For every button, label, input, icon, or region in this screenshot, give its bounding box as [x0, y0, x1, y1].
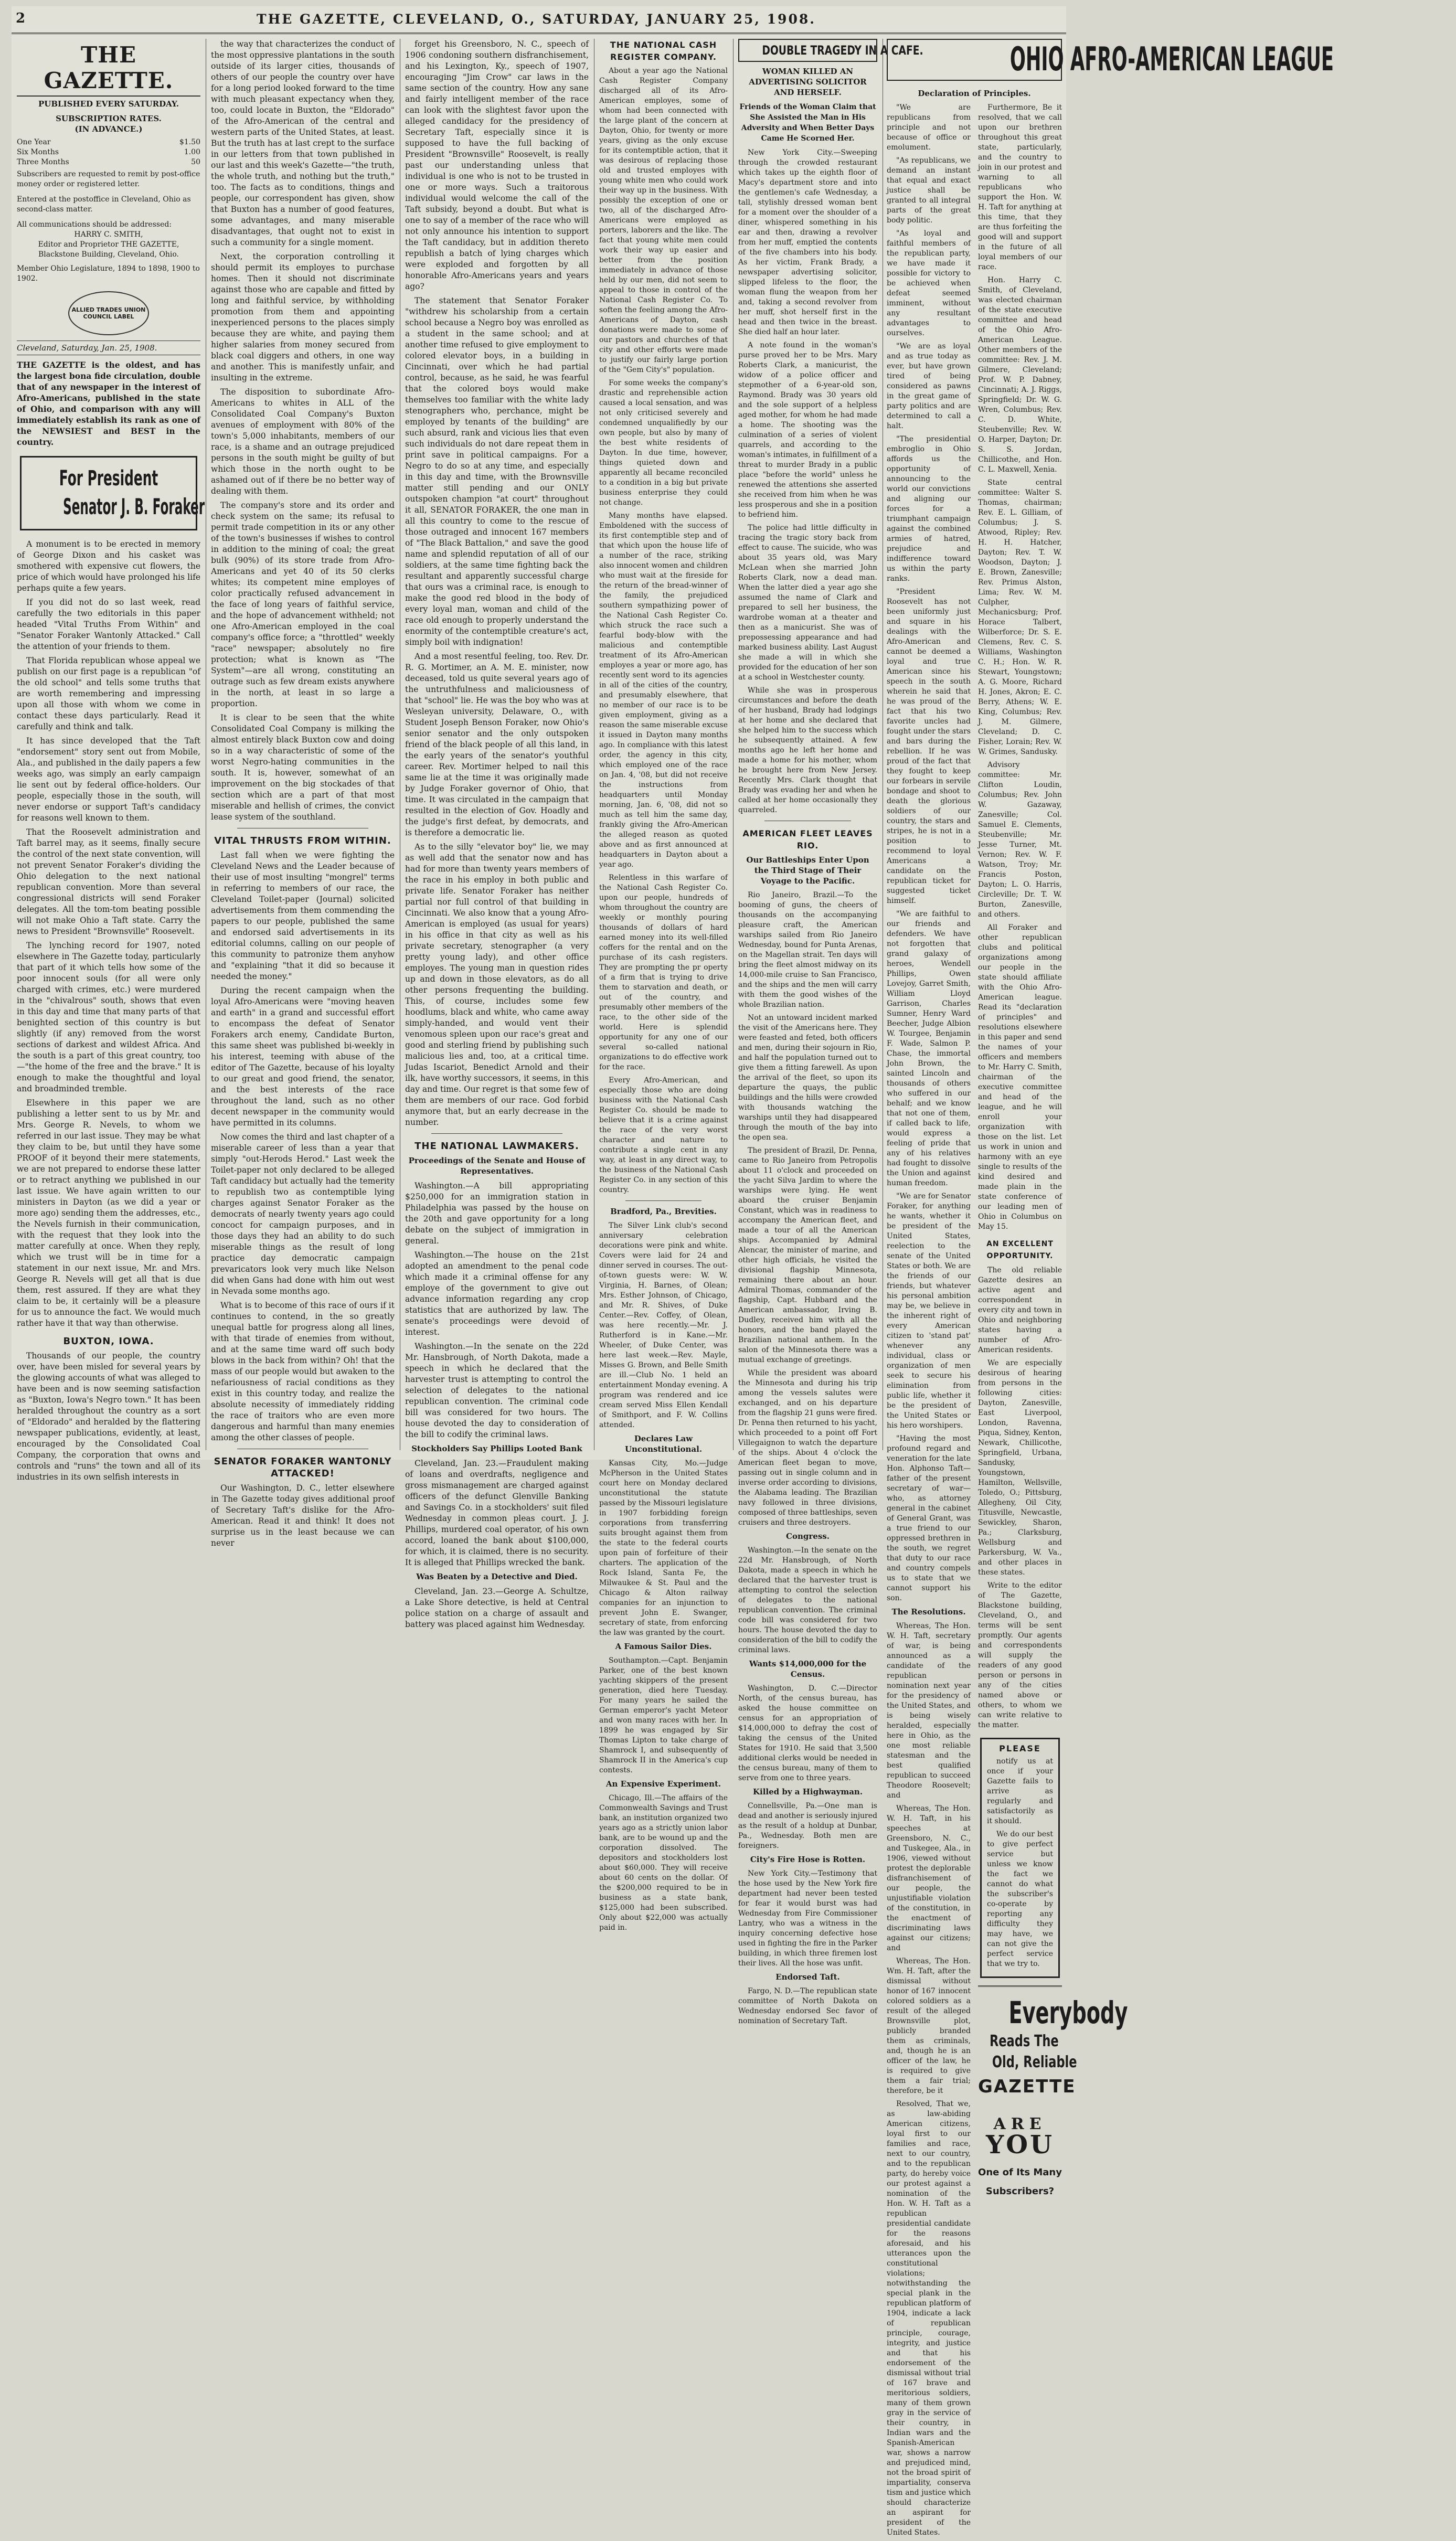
taft-heading: Endorsed Taft. — [775, 1972, 840, 1982]
column-2 — [206, 39, 400, 1548]
col6-paragraphs — [887, 103, 1128, 2541]
rate-price: 50 — [191, 158, 200, 166]
paragraph: That the Roosevelt administration and Taft barrel may, as it seems, finally secure the control of the next state convention, will not prevent Senator Foraker's dividing the Ohio delegation to the next national republican convention. More than several congressional districts will send Foraker delegates. All the tom-tom beating possible will not make Ohio a Taft state. Carry the news to President "Brownsville" Roosevelt. — [17, 827, 200, 936]
taft-text: Fargo, N. D.—The republican state committee of North Dakota on Wednesday endorsed Sec favor of nomination of Secretary Taft. — [738, 1987, 877, 2025]
paragraph: Whereas, The Hon. W. H. Taft, secretary of war, is being announced as a candidate of the republican nomination next year for the presidency of the United States, and is being wisely heralded, especially here in Ohio, as the one most reliable statesman and the best qualified republican to succeed Theodore Roosevelt; and — [887, 1622, 971, 1800]
please-box — [980, 1738, 1060, 1978]
paragraph: forget his Greensboro, N. C., speech of 1906 condoning southern disfranchisement, and his Lexington, Ky., speech of 1907, encouraging "Jim Crow" car laws in the same section of the country. How any sane and fairly intelligent member of the race can look with the slightest favor upon the alleged candidacy for the presidency of Secretary Taft, especially since it is supposed to have the full backing of President "Brownsville" Roosevelt, is really past our understanding unless that individual is one who is not to be trusted in one or more ways. Such a traitorous individual would welcome the call of the Taft subsidy, beyond a doubt. But what is one to say of a member of the race who will not only announce his intention to support the Taft candidacy, but in addition thereto republish a batch of lying charges which were exploded and forgotten by all honorable Afro-Americans years and years ago? — [405, 39, 589, 291]
beaten-text: Cleveland, Jan. 23.—George A. Schultze, a Lake Shore detective, is held at Central police station on a charge of assault and battery was placed against him Wednesday. — [405, 1587, 589, 1629]
paragraph: "We are republicans from principle and not because of office or emolument. — [887, 103, 971, 152]
league-heading — [887, 39, 1334, 81]
masthead-title: THE GAZETTE, CLEVELAND, O., SATURDAY, JANUARY 25, 1908. — [257, 12, 816, 27]
paragraph: "We are for Senator Foraker, for anything he wants, whether it be president of the United States, reelection to the senate of the United States or both. We are the friends of our friends, but whatever his personal ambition may be, we believe in the inherent right of every American citizen to 'stand pat' whenever any individual, class or organization of men seek to secure his elimination from public life, whether it be the president of the United States or his hero worshipers. — [887, 1192, 971, 1430]
senator-heading: SENATOR FORAKER WANTONLY ATTACKED! — [214, 1456, 392, 1479]
entered-note: Entered at the postoffice in Cleveland, Ohio as second-class matter. — [17, 195, 191, 214]
president-box — [20, 456, 205, 530]
vital-paragraphs — [211, 850, 395, 1443]
ncr-heading: THE NATIONAL CASH REGISTER COMPANY. — [610, 40, 717, 62]
legislature: Member Ohio Legislature, 1894 to 1898, 1900 to 1902. — [17, 264, 200, 283]
declares-heading: Declares Law Unconstitutional. — [624, 1434, 703, 1454]
rate-row — [17, 137, 200, 147]
comm-note: All communications should be addressed: — [17, 220, 172, 229]
published-line: PUBLISHED EVERY SATURDAY. — [38, 99, 179, 109]
paragraph: "We are faithful to our friends and defenders. We have not forgotten that grand galaxy of heroes, Wendell Phillips, Owen Lovejoy, Garret Smith, William Lloyd Garrison, Charles Sumner, Henry Ward Beecher, Judge Albion W. Tourgee, Benjamin F. Wade, Salmon P. Chase, the immortal John Brown, the sainted Lincoln and thousands of others who suffered in our behalf; and we know that not one of them, if called back to life, would express a feeling of pride that any of his relatives had fought to dissolve the Union and against human freedom. — [887, 910, 971, 1187]
congress-heading: Congress. — [786, 1532, 830, 1541]
paragraph: State central committee: Walter S. Thomas, chairman; Rev. E. L. Gilliam, of Columbus; J. S. Atwood, Ripley; Rev. H. H. Hatcher, Dayton; Rev. T. W. Woodson, Dayton; J. E. Brown, Zanesville; Rev. Primus Alston, Lima; Rev. W. M. Culpher, Mechanicsburg; Prof. Horace Talbert, Wilberforce; Dr. S. E. Clemens, Rev. C. S. Williams, Washington C. H.; Hon. W. R. Stewart, Youngstown; A. G. Moore, Richard H. Jones, Akron; E. C. Berry, Athens; W. E. King, Columbus; Rev. J. M. Gilmere, Cleveland; D. C. Fisher, Lorain; Rev. W. W. Grimes, Sandusky. — [978, 479, 1062, 756]
paragraph: Write to the editor of The Gazette, Blackstone building, Cleveland, O., and terms will be sent promptly. Our agents and correspondents will supply the readers of any good person or persons in any of the cities named above or others, to whom we can write relative to the matter. — [978, 1581, 1062, 1729]
union-label-text: ALLIED TRADES UNION COUNCIL LABEL — [71, 306, 146, 320]
paragraph: "President Roosevelt has not been uniformly just and square in his dealings with the Afro-American and cannot be deemed a loyal and true American since his speech in the south wherein he said that he was proud of the fact that his two favorite uncles had fought under the stars and bars during the rebellion. If he was proud of the fact that they fought to keep our forbears in servile bondage and shoot to death the glorious soldiers of our country, the stars and stripes, he is not in a position to recommend to loyal Americans a candidate on the republican ticket for suggested ticket himself. — [887, 588, 971, 905]
tragedy-heading-text: DOUBLE TRAGEDY IN A CAFE. — [762, 43, 923, 58]
paragraph: A note found in the woman's purse proved her to be Mrs. Mary Roberts Clark, a manicurist, the widow of a police officer and stepmother of a 6-year-old son, Raymond. Brady was 30 years old and the sole support of a helpless aged mother, for whom he had made a home. The shooting was the culmination of a series of violent quarrels, and according to the woman's intimates, in fulfillment of a threat to murder Brady in a public place "before the world" unless he renewed the attentions she asserted she received from him when he was less prosperous and she in a position to befriend him. — [738, 341, 877, 519]
experiment-heading: An Expensive Experiment. — [605, 1779, 721, 1789]
ad-old-reliable: Old, Reliable — [992, 2053, 1077, 2071]
paragraph: Last fall when we were fighting the Cleveland News and the Leader because of their use of most insulting "mongrel" terms in referring to members of our race, the Cleveland Toilet-paper (Journal) solicited advertisements from them commending the papers to our people, published the same and endorsed said advertisements in its editorial columns, calling on our people of this community to patronize them anyhow and "explaining "that it did so because it needed the money." — [211, 850, 395, 981]
newspaper-page — [12, 6, 1334, 2537]
fire-heading: City's Fire Hose is Rotten. — [750, 1855, 866, 1864]
ad-you: YOU — [986, 2130, 1054, 2160]
resolutions-heading: The Resolutions. — [891, 1607, 966, 1617]
paragraph: The lynching record for 1907, noted elsewhere in The Gazette today, particularly that part of it which tells how some of the poor innocent souls (for all were only charged with crimes, etc.) were murdered in the "chivalrous" south, shows that even in this day and time that many parts of that benighted section of this country is but slightly (if any) removed from the worst sections of darkest and wildest Africa. And the south is a part of this great country, too—"the home of the free and the brave." It is enough to make the thoughtful and loyal and broadminded tremble. — [17, 941, 200, 1093]
vital-heading: VITAL THRUSTS FROM WITHIN. — [214, 835, 391, 846]
rate-label: Three Months — [17, 158, 69, 166]
paragraph: "The presidential embroglio in Ohio affords us the opportunity of announcing to the world our convictions and aligning our forces for a triumphant campaign against the combined armies of hatred, prejudice and indifference toward us within the party ranks. — [887, 435, 971, 583]
subscription-title: SUBSCRIPTION RATES. — [56, 114, 162, 123]
column-4 — [594, 39, 733, 1932]
editor-name: HARRY C. SMITH, — [74, 230, 143, 239]
editor-title: Editor and Proprietor THE GAZETTE, — [38, 240, 179, 249]
paper-name: THE GAZETTE. — [17, 42, 200, 97]
paragraph: Every Afro-American, and especially those who are doing business with the National Cash Register Co. should be made to believe that it is a crime against the race of the very worst character and nature to contribute a single cent in any way, at least in any direct way, to the business of the National Cash Register Co. in any section of this country. — [599, 1076, 728, 1194]
gazette-advertisement — [978, 1985, 1128, 2198]
paragraph: Relentless in this warfare of the National Cash Register Co. upon our people, hundreds of whom throughout the country are weekly or monthly pouring thousands of dollars of hard earned money into its well-filled coffers for the rental and on the purchase of its cash registers. They are prompting the pr operty of a firm that is trying to drive them to starvation and death, or out of the country, and presumably other members of the race, to the other side of the world. Here is splendid opportunity for any one of our several so-called national organizations to do effective work for the race. — [599, 874, 728, 1071]
rate-price: $1.50 — [179, 138, 200, 146]
paragraph: Not an untoward incident marked the visit of the Americans here. They were feasted and feted, both officers and men, during their sojourn in Rio, and half the population turned out to give them a fitting farewell. As upon the arrival of the fleet, so upon its departure the quays, the public buildings and the hills were crowded with thousands watching the warships until they had disappeared through the mouth of the bay into the open sea. — [738, 1014, 877, 1142]
paragraph: New York City.—Sweeping through the crowded restaurant which takes up the eighth floor of Macy's department store and into the gentlemen's cafe Wednesday, a tall, stylishly dressed woman bent for a moment over the shoulder of a diner, whispered something in his ear and then, drawing a revolver from her muff, emptied the contents of the five chambers into his body. As her victim, Frank Brady, a newspaper advertising solicitor, slipped lifeless to the floor, the woman flung the weapon from her and, taking a second revolver from her muff, shot herself first in the head and then twice in the breast. She died half an hour later. — [738, 148, 877, 336]
fire-text: New York City.—Testimony that the hose used by the New York fire department had never been tested for fear it would burst was had Wednesday from Fire Commissioner Lantry, who was a witness in the inquiry concerning defective hose used in fighting the fire in the Parker building, in which three firemen lost their lives. All the hose was unfit. — [738, 1869, 877, 1968]
col1-paragraphs — [17, 539, 200, 1329]
rate-row — [17, 147, 200, 157]
address: Blackstone Building, Cleveland, Ohio. — [38, 250, 179, 259]
paragraph: Furthermore, Be it resolved, that we call upon our brethren throughout this great state, particularly, and the country to join in our protest and warning to all republicans who support the Hon. W. H. Taft for anything at this time, that they are thus forfeiting the good will and support in the future of all loyal members of our race. — [978, 103, 1062, 271]
experiment-text: Chicago, Ill.—The affairs of the Commonwealth Savings and Trust bank, an institution organized two years ago as a strictly union labor bank, are to be wound up and the corporation dissolved. The depositors and stockholders lost about $60,000. They will receive about 60 cents on the dollar. Of the $200,000 required to be in business as a state bank, $125,000 had been subscribed. Only about $22,000 was actually paid in. — [599, 1794, 728, 1932]
union-label-seal — [68, 291, 149, 335]
highway-text: Connellsville, Pa.—One man is dead and another is seriously injured as the result of a holdup at Dunbar, Pa., Wednesday. Both men are foreigners. — [738, 1802, 877, 1850]
bradford-heading: Bradford, Pa., Brevities. — [610, 1207, 717, 1216]
buxton-text: Thousands of our people, the country over, have been misled for several years by the glowing accounts of what was alleged to have been and is now seeming satisfaction as "Buxton, Iowa's Negro town." It has been heralded throughout the country as a sort of "Eldorado" and heralded by the flattering newspaper publications, evidently, at least, encouraged by the Consolidated Coal Company, the corporation that owns and controls and "runs" the town and all of its industries in its own selfish interests in — [17, 1351, 200, 1482]
tragedy-subheading-2: Friends of the Woman Claim that She Assisted the Man in His Adversity and When Better Days Came He Scorned Her. — [739, 103, 876, 143]
paragraph: "As republicans, we demand an instant that equal and exact justice shall be granted to all integral parts of the great body politic. — [887, 156, 971, 225]
page-number: 2 — [16, 10, 26, 26]
paragraph: What is to become of this race of ours if it continues to contend, in the so greatly unequal battle for progress along all lines, with that tirade of enemies from without, and at the same time ward off such body blows in the back from within? Oh! that the mass of our people would but awaken to the nefariousness of racial conditions as they exist in this country today, and realize the absolute necessity of immediately ridding the race of traitors who are even more dangerous and harmful than many enemies among the other classes of people. — [211, 1301, 395, 1442]
league-committee-column — [978, 103, 1128, 2541]
rate-price: 1.00 — [184, 148, 200, 156]
paragraph: A monument is to be erected in memory of George Dixon and his casket was smothered with expensive cut flowers, the price of which would have prolonged his life perhaps quite a few years. — [17, 539, 200, 593]
ad-gazette: GAZETTE — [978, 2076, 1076, 2097]
paragraph: notify us at once if your Gazette fails to arrive as regularly and satisfactorily as it should. — [987, 1757, 1053, 1825]
separator — [625, 1200, 702, 1201]
paragraph: The police had little difficulty in tracing the tragic story back from effect to cause. The suicide, who was about 35 years old, was Mary McLean when she married John Roberts Clark, now a dead man. When the latter died a year ago she assumed the name of Clark and prepared to sell her business, the wardrobe woman at a theater and then as a manicurist. She was of prepossessing appearance and had marked business ability. Last August she made a will in which she provided for the education of her son at a school in Westchester county. — [738, 524, 877, 682]
paragraph: Next, the corporation controlling it should permit its employes to purchase homes. Then it should not discriminate against those who are capable and fitted by long and faithful service, by withholding promotion from them and appointing inexperienced persons to the places simply because they are white, and paying them higher salaries from money secured from black coal diggers and others, in one way and another. This is manifestly unfair, and insulting in the extreme. — [211, 252, 395, 382]
paragraph: It has since developed that the Taft "endorsement" story sent out from Mobile, Ala., and published in the daily papers a few weeks ago, was simply an early campaign lie sent out by federal office-holders. Our people, especially those in the south, will never endorse or support Taft's candidacy for reasons well known to them. — [17, 736, 200, 823]
fleet-paragraphs — [738, 890, 877, 1528]
col4-paragraphs — [599, 66, 728, 1195]
paragraph: Washington.—In the senate on the 22d Mr. Hansbrough, of North Dakota, made a speech in which he declared that the harvester trust is attempting to control the selection of delegates to the national republican convention. The criminal code bill was considered for two hours. The house devoted the day to consideration of the bill to codify the criminal laws. — [405, 1342, 589, 1439]
col5-paragraphs — [738, 148, 877, 815]
opportunity-heading: AN EXCELLENT OPPORTUNITY. — [986, 1240, 1054, 1260]
paragraph: The company's store and its order and check system on the same; its refusal to permit trade competition in its or any other of the town's businesses if wishes to control in addition to the mining of coal; the great bulk (90%) of its store trade from Afro-Americans and yet 40 of its 50 clerks whites; its competent mine employes of color practically refused advancement in the face of long years of faithful service, and the hope of advancement withheld; not one Afro-American employed in the coal company's office force; a "throttled" weekly "race" newspaper; absolutely no fire protection; what is known as "The System"—are all wrong, constituting an outrage such as few dream exists anywhere in the north, at least in so large a proportion. — [211, 501, 395, 708]
paragraph: All Foraker and other republican clubs and political organizations among our people in the state should affiliate with the Ohio Afro-American league. Read its "declaration of principles" and resolutions elsewhere in this paper and send the names of your officers and members to Mr. Harry C. Smith, chairman of the executive committee and head of the league, and he will enroll your organization with those on the list. Let us work in union and harmony with an eye single to results of the kind desired and made plain in the state conference of our leading men of Ohio in Columbus on May 15. — [978, 923, 1062, 1231]
paragraph: The disposition to subordinate Afro-Americans to whites in ALL of the Consolidated Coal Company's Buxton avenues of employment with 80% of the town's 5,000 inhabitants, members of our race, is a shame and an outrage prejudiced persons in the south might be guilty of but which those in the north ought to be ashamed out of if there be no better way of dealing with them. — [211, 387, 395, 496]
tragedy-heading — [738, 39, 923, 62]
senator-text: Our Washington, D. C., letter elsewhere in The Gazette today gives additional proof of Secretary Taft's dislike for the Afro-American. Read it and think! It does not surprise us in the least because we can never — [211, 1483, 395, 1548]
paragraph: As to the silly "elevator boy" lie, we may as well add that the senator now and has had for more than twenty years members of the race in his employ in both public and private life. Senator Foraker has neither partial nor full control of that building in Cincinnati. We also know that a young Afro-American is employed (as usual for years) in his office in that city as well as his private secretary, stenographer (a very pretty young lady), and other office employes. The young man in question rides up and down in those elevators, as do all other persons frequenting the building. This, of course, includes some few hoodlums, black and white, who came away simply-handed, and would vent their venomous spleen upon our race's great and good and sterling friend by publishing such malicious lies and, too, at a critical time. Judas Iscariot, Benedict Arnold and their ilk, have worthy successors, it seems, in this day and time. Our regret is that some few of them are members of our race. God forbid anymore that, but an early decrease in the number. — [405, 842, 589, 1127]
sailor-heading: A Famous Sailor Dies. — [615, 1642, 712, 1651]
paragraph: The president of Brazil, Dr. Penna, came to Rio Janeiro from Petropolis about 11 o'clock and proceeded on the yacht Silva Jardim to where the warships were lying. He went aboard the cruiser Benjamin Constant, which was in readiness to accompany the American fleet, and made a tour of all the American ships. Accompanied by Admiral Alencar, the minister of marine, and other high officials, he visited the divisional flagship Minnesota, remaining there about an hour. Admiral Thomas, commander of the flagship, Capt. Hubbard and the American ambassador, Irving B. Dudley, received him with all the honors, and the band played the Brazilian national anthem. In the salon of the Minnesota there was a mutual exchange of greetings. — [738, 1146, 877, 1364]
paragraph: "Having the most profound regard and veneration for the late Hon. Alphonso Taft—father of the present secretary of war—who, as attorney general in the cabinet of General Grant, was a true friend to our oppressed brethren in the south, we regret that duty to our race and country compels us to state that we cannot support his son. — [887, 1434, 971, 1602]
in-advance: (IN ADVANCE.) — [75, 124, 143, 134]
paragraph: About a year ago the National Cash Register Company discharged all of its Afro-American employes, some of whom had been connected with the large plant of the concern at Dayton, Ohio, for twenty or more years, giving as the only excuse for its contemptible action, that it was desirous of replacing those old and trusted employes with young white men who could work their way up in the business. With possibly the exception of one or two, all of the discharged Afro-Americans were employed as porters, laborers and the like. The fact that young white men could work their way up easier and better from the position immediately in advance of those held by our men, did not seem to appeal to those in control of the National Cash Register Co. To soften the feeling among the Afro-Americans of Dayton, cash donations were made to some of our pastors and churches of that city and other efforts were made to justify our fairly large portion of the "Gem City's" population. — [599, 67, 728, 374]
stockholders-text: Cleveland, Jan. 23.—Fraudulent making of loans and overdrafts, negligence and gross mismanagement are charged against officers of the defunct Glenville Banking and Savings Co. in a stockholders' suit filed Wednesday in common pleas court. J. J. Phillips, murdered coal operator, of his own accord, loaned the bank about $100,000, for which, it is claimed, there is no security. It is alleged that Phillips wrecked the bank. — [405, 1459, 589, 1567]
paragraph: Many months have elapsed. Emboldened with the success of its first contemptible step and of that which upon the house life of a number of the race, striking also innocent women and children who must wait at the fireside for the return of the bread-winner of the family, the prejudiced southern sympathizing power of the National Cash Register Co. which struck the race such a fearful body-blow with the malicious and contemptible treatment of its Afro-American employes a year or more ago, has recently sent word to its agencies in all of the cities of the country, and presumably elsewhere, that no member of our race is to be given employment, giving as a reason the same miserable excuse it issued in Dayton many months ago. In compliance with this latest order, the agency in this city, which employed one of the race on Jan. 4, '08, but did not receive the instructions from headquarters until Monday morning, Jan. 6, '08, did not so much as tell him the same day, frankly giving the Afro-American the alleged reason as quoted above and as first announced at headquarters in Dayton about a year ago. — [599, 512, 728, 869]
column-1 — [12, 39, 206, 1482]
ad-are: ARE — [993, 2115, 1047, 2133]
lawmakers-heading: THE NATIONAL LAWMAKERS. — [415, 1141, 579, 1152]
paragraph: Rio Janeiro, Brazil.—To the booming of guns, the cheers of thousands on the accompanying pleasure craft, the American warships sailed from Rio Janeiro Wednesday, bound for Punta Arenas, on the Magellan strait. Ten days will bring the fleet almost midway on its 14,000-mile cruise to San Francisco, and the ships and the men will carry with them the good wishes of the whole Brazilian nation. — [738, 891, 877, 1009]
paragraph: It is clear to be seen that the white Consolidated Coal Company is milking the almost entirely black Buxton cow and doing so in a way characteristic of some of the worst Negro-hating communities in the south. It is, however, somewhat of an improvement on the big stockades of that section which are a part of that most miserable and hellish of crimes, the convict lease system of the southland. — [211, 713, 395, 822]
paragraph: That Florida republican whose appeal we publish on our first page is a republican "of the old school" and tells some truths that are worth remembering and impressing upon all those with whom we come in contact these days particularly. Read it carefully and think and talk. — [17, 656, 200, 731]
sailor-text: Southampton.—Capt. Benjamin Parker, one of the best known yachting skippers of the present generation, died here Tuesday. For many years he sailed the German emperor's yacht Meteor and won many races with her. In 1899 he was engaged by Sir Thomas Lipton to take charge of Shamrock I, and subsequently of Shamrock II in the America's cup contests. — [599, 1656, 728, 1774]
paragraph: Elsewhere in this paper we are publishing a letter sent to us by Mr. and Mrs. George R. Nevels, to whom we referred in our last issue. They may be what they claim to be, but until they have some PROOF of it beyond their mere statements, we are not prepared to endorse these latter or to retract anything we published in our last issue. We have again written to our ministers in Dayton (as we did a year or more ago) sending them the addresses, etc., the Nevels furnish in their communication, with the request that they look into the matter carefully at once. When they reply, which we trust will be in time for a statement in our next issue, Mr. and Mrs. George R. Nevels will get all that is due them, rest assured. If they are what they claim to be, it certainly will be a pleasure for us to announce the fact. We would much rather have it that way than otherwise. — [17, 1098, 200, 1328]
remit-note: Subscribers are requested to remit by post-office money order or registered letter. — [17, 170, 200, 188]
ad-one-of-its-many: One of Its Many — [978, 2167, 1062, 2178]
paragraph: Washington.—The house on the 21st adopted an amendment to the penal code which made it a criminal offense for any employe of the government to give out advance information regarding any crop statistics that are authorized by law. The senate's proceedings were devoid of interest. — [405, 1250, 589, 1337]
paragraph: Washington.—A bill appropriating $250,000 for an immigration station in Philadelphia was passed by the house on the 20th and gave opportunity for a long debate on the subject of immigration in general. — [405, 1181, 589, 1246]
ad-everybody: Everybody — [1008, 1995, 1128, 2030]
rates-list — [17, 137, 200, 167]
tragedy-subheading: WOMAN KILLED AN ADVERTISING SOLICITOR AND HERSELF. — [749, 67, 867, 97]
fleet-subheading: Our Battleships Enter Upon the Third Stage of Their Voyage to the Pacific. — [746, 855, 869, 886]
lawmakers-paragraphs — [405, 1181, 589, 1440]
paragraph: While she was in prosperous circumstances and before the death of her husband, Brady had lodgings at her home and she declared that she helped him to the success which he subsequently attained. A few months ago he left her home and made a home for his mother, whom he brought here from New Jersey. Recently Mrs. Clark thought that Brady was evading her and when he called at her home occasionally they quarreled. — [738, 686, 877, 814]
census-text: Washington, D. C.—Director North, of the census bureau, has asked the house committee on census for an appropriation of $14,000,000 to defray the cost of taking the census of the United States for 1910. He said that 3,500 additional clerks would be needed in the census bureau, many of them to serve from one to three years. — [738, 1684, 877, 1782]
league-heading-text: OHIO AFRO-AMERICAN LEAGUE — [1009, 40, 1334, 78]
paragraph: Whereas, The Hon. W. H. Taft, in his speeches at Greensboro, N. C., and Tuskegee, Ala., in 1906, viewed without protest the deplorable disfranchisement of our people, the unjustifiable violation of the constitution, in the enactment of discriminating laws against our citizens; and — [887, 1804, 971, 1952]
rate-label: Six Months — [17, 148, 59, 156]
column-5 — [733, 39, 923, 2025]
paragraph: Hon. Harry C. Smith, of Cleveland, was elected chairman of the state executive committee and head of the Ohio Afro-American League. Other members of the committee: Rev. J. M. Gilmere, Cleveland; Prof. W. P. Dabney, Cincinnati; A. J. Riggs, Springfield; Dr. W. G. Wren, Columbus; Rev. C. D. White, Steubenville; Rev. W. O. Harper, Dayton; Dr. S. S. Jordan, Chillicothe, and Hon. C. L. Maxwell, Xenia. — [978, 276, 1062, 474]
ad-reads-the: Reads The — [989, 2032, 1059, 2050]
col2-paragraphs — [211, 39, 395, 823]
please-heading: PLEASE — [999, 1743, 1041, 1753]
fleet-heading: AMERICAN FLEET LEAVES RIO. — [742, 828, 873, 850]
paragraph: If you did not do so last week, read carefully the two editorials in this paper headed "Vital Truths From Within" and "Senator Foraker Wantonly Attacked." Call the attention of your friends to them. — [17, 598, 200, 651]
paragraph: For some weeks the company's drastic and reprehensible action caused a local sensation, and was not only criticised severely and condemned unqualifiedly by our own people, but also by many of the best white residents of Dayton. In due time, however, things quieted down and apparently all became reconciled to a condition in a big but private business enterprise they could not change. — [599, 379, 728, 507]
stockholders-heading: Stockholders Say Phillips Looted Bank — [411, 1444, 582, 1453]
census-heading: Wants $14,000,000 for the Census. — [749, 1659, 867, 1679]
president-line-1: For President — [59, 466, 158, 491]
beaten-heading: Was Beaten by a Detective and Died. — [416, 1572, 578, 1581]
paragraph: During the recent campaign when the loyal Afro-Americans were "moving heaven and earth" in a grand and successful effort to encompass the defeat of Senator Forakers arch enemy, Candidate Burton, this same sheet was published bi-weekly in his interest, teeming with abuse of the editor of The Gazette, because of his loyalty to our great and good friend, the senator, and the best interests of the race throughout the land, such as no other decent newspaper in the community would have permitted in its columns. — [211, 986, 395, 1128]
col3-paragraphs — [405, 39, 589, 1128]
rate-row — [17, 157, 200, 167]
buxton-heading: BUXTON, IOWA. — [63, 1336, 154, 1347]
paragraph: "As loyal and faithful members of the republican party, we have made it possible for victory to be achieved when defeat seemed imminent, without any resultant advantages to ourselves. — [887, 229, 971, 337]
bradford-text: The Silver Link club's second anniversary celebration decorations were pink and white. Covers were laid for 24 and dinner served in courses. The out-of-town guests were: W. W. Virginia, H. Barnes, of Olean; Mrs. Esther Johnson, of Chicago, and Mr. R. Shives, of Duke Center.—Rev. Coffey, of Olean, was here recently.—Mr. J. Rutherford is in Kane.—Mr. Wheeler, of Duke Center, was here last week.—Rev. Mayle, Misses G. Brown, and Belle Smith are ill.—Club No. 1 held an entertainment Monday evening. A program was rendered and ice cream served Miss Ellen Kendall of Smithport, and F. W. Collins attended. — [599, 1221, 728, 1429]
paragraph: Advisory committee: Mr. Clifton Loudin, Columbus; Rev. John W. Gazaway, Zanesville; Col. Samuel E. Clements, Steubenville; Mr. Jesse Turner, Mt. Vernon; Rev. W. F. Watson, Troy; Mr. Francis Poston, Dayton; L. O. Harris, Circleville; Dr. T. W. Burton, Zanesville, and others. — [978, 761, 1062, 919]
column-3 — [400, 39, 594, 1629]
president-line-2: Senator J. B. Foraker — [63, 494, 205, 519]
rate-label: One Year — [17, 138, 51, 146]
paragraph: We are especially desirous of hearing from persons in the following cities: Dayton, Zanesville, East Liverpool, London, Ravenna, Piqua, Sidney, Kenton, Newark, Chillicothe, Springfield, Urbana, Sandusky, Youngstown, Hamilton, Wellsville, Toledo, O.; Pittsburg, Allegheny, Oil City, Titusville, Newcastle, Sewickley, Sharon, Pa.; Clarksburg, Wellsburg and Parkersburg, W. Va., and other places in these states. — [978, 1359, 1062, 1577]
paragraph: Now comes the third and last chapter of a miserable career of less than a year that simply "out-Herods Herod." Last week the Toilet-paper not only declared to be alleged Taft candidacy but actually had the temerity to republish two as contemptible lying charges against Senator Foraker as the democrats of nearly twenty years ago could concoct for campaign purposes, and in those days they had an ability to do such miserable things as the result of long practice day democratic campaign prevaricators look very much like Nelson did when Gans had done with him out west in Nevada some months ago. — [211, 1132, 395, 1296]
paragraph: While the president was aboard the Minnesota and during his trip among the vessels salutes were exchanged, and on his departure from the flagship 21 guns were fired. Dr. Penna then returned to his yacht, which proceeded to a point off Fort Villegaignon to watch the departure of the ships. About 4 o'clock the American fleet began to move, passing out in single column and in inverse order according to divisions, the Alabama leading. The Brazilian navy followed in three divisions, composed of three battleships, seven cruisers and three destroyers. — [738, 1369, 877, 1527]
masthead — [12, 6, 1066, 34]
paragraph: We do our best to give perfect service but unless we know the fact we cannot do what the subscriber's co-operate by reporting any difficulty they may have, we can not give the perfect service that we try to. — [987, 1830, 1053, 1968]
ad-subscribers: Subscribers? — [985, 2186, 1055, 2197]
congress-text: Washington.—In the senate on the 22d Mr. Hansbrough, of North Dakota, made a speech in which he declared that the harvester trust is attempting to control the selection of delegates to the national republican convention. The criminal code bill was considered for two hours. The house devoted the day to consideration of the bill to codify the criminal laws. — [738, 1546, 877, 1654]
lawmakers-subheading: Proceedings of the Senate and House of Representatives. — [408, 1156, 586, 1176]
paragraph: The statement that Senator Foraker "withdrew his scholarship from a certain school because a Negro boy was enrolled as a student in the same school; and at another time refused to give employment to colored elevator boys, in a building in Cincinnati, over which he had partial control, because, as he said, he was fearful that the colored boys would make themselves too familiar with the white lady stenographers who, perchance, might be employed by tenants of the building" are such absurd, rank and vicious lies that even such individuals do not dare repeat them in print save in political campaigns. For a Negro to do so at any time, and especially in this day and time, with the Brownsville matter still pending and our ONLY outspoken champion "at court" throughout it all, SENATOR FORAKER, the one man in all this country to come to the rescue of those outraged and innocent 167 members of "The Black Battalion," and save the good name and splendid reputation of all of our soldiers, at the same time fighting back the resultant and apparently successful charge that ours was a criminal race, is enough to make the good red blood in the body of every loyal man, woman and child of the race old enough to properly understand the enormity of the contemptible creature's act, simply boil with indignation! — [405, 296, 589, 647]
paragraph: The old reliable Gazette desires an active agent and correspondent in every city and town in Ohio and neighboring states having a number of Afro-American residents. — [978, 1266, 1062, 1354]
dateline: Cleveland, Saturday, Jan. 25, 1908. — [17, 341, 200, 355]
declaration-heading: Declaration of Principles. — [918, 89, 1031, 98]
highway-heading: Killed by a Highwayman. — [752, 1787, 863, 1796]
league-declaration-column — [887, 103, 971, 2541]
separator — [431, 1133, 562, 1134]
paragraph: And a most resentful feeling, too. Rev. Dr. R. G. Mortimer, an A. M. E. minister, now deceased, told us quite several years ago of the untruthfulness and maliciousness of that "school" lie. He was the boy who was at Wesleyan university, Delaware, O., with Student Joseph Benson Foraker, now Ohio's senior senator and the only outspoken friend of the black people of all this land, in the early years of the senator's youthful career. Rev. Mortimer helped to nail this same lie at the time it was originally made by Judge Foraker governor of Ohio, that time. It was circulated in the campaign that resulted in the election of Gov. Hoadly and the judge's first defeat, by democrats, and is therefore a democratic lie. — [405, 652, 589, 837]
column-6 — [883, 39, 1334, 2537]
declares-text: Kansas City, Mo.—Judge McPherson in the United States court here on Monday declared unconstitutional the statute passed by the Missouri legislature in 1907 forbidding foreign corporations from transferring suits brought against them from the state to the federal courts upon pain of forfeiture of their charters. The application of the Rock Island, Santa Fe, the Milwaukee & St. Paul and the Chicago & Alton railway companies for an injunction to prevent John E. Swanger, secretary of state, from enforcing the law was granted by the court. — [599, 1459, 728, 1637]
paragraph: the way that characterizes the conduct of the most oppressive plantations in the south outside of its larger cities, thousands of others of our people the country over have for a long period looked forward to the time with much pleasant expectancy when they, too, could locate in Buxton, the "Eldorado" of the Afro-American of the central and western parts of the United States, at least. But the truth has at last crept to the surface in our letters from that town published in our last and this week's Gazette—"the truth, the whole truth, and nothing but the truth," too. The facts as to conditions, things and people, our correspondent has given, show that Buxton has a number of good features, some advantages, and many miserable disadvantages, that ought not to exist in such a community for a single moment. — [211, 39, 395, 247]
lead-paragraph: THE GAZETTE is the oldest, and has the largest bona fide circulation, double that of any newspaper in the interest of Afro-Americans, published in the state of Ohio, and comparison with any will immediately establish its rank as one of the NEWSIEST and BEST in the country. — [17, 360, 200, 447]
paragraph: Resolved, That we, as law-abiding American citizens, loyal first to our families and race, next to our country, and to the republican party, do hereby voice our protest against a nomination of the Hon. W. H. Taft as a republican presidential candidate for the reasons aforesaid, and his utterances upon the constitutional violations; notwithstanding the special plank in the republican platform of 1904, indicate a lack of republican principle, courage, integrity, and justice and that his endorsement of the dismissal without trial of 167 brave and meritorious soldiers, many of them grown gray in the service of their country, in Indian wars and the Spanish-American war, shows a narrow and prejudiced mind, not the broad spirit of impartiality, conserva tism and justice which should characterize an aspirant for president of the United States. — [887, 2100, 971, 2537]
paragraph: "We are as loyal and as true today as ever, but have grown tired of being considered as pawns in the great game of party politics and are determined to call a halt. — [887, 342, 971, 430]
paragraph: Whereas, The Hon. Wm. H. Taft, after the dismissal without honor of 167 innocent colored soldiers as a result of the alleged Brownsville plot, publicly branded them as criminals, and, though he is an officer of the law, he is required to give them a fair trial; therefore, be it — [887, 1957, 971, 2095]
